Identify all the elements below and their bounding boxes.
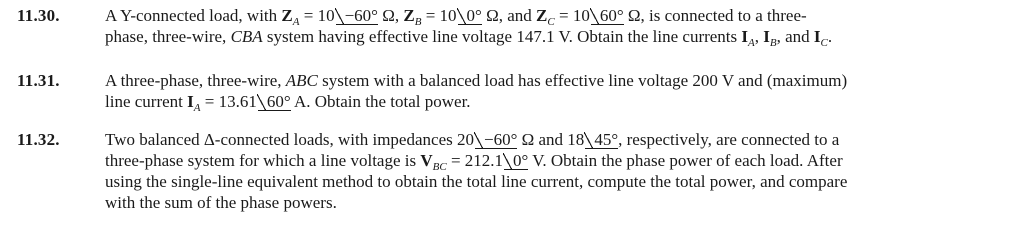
angle: −60° <box>336 8 378 25</box>
sequence: CBA <box>230 27 263 46</box>
text: system having effective line voltage 147.1 V. Obtain the line currents <box>262 27 742 46</box>
subscript: C <box>820 37 828 49</box>
text: three-phase system for which a line voltage is <box>105 151 421 170</box>
value: = 10 <box>299 6 335 25</box>
problem-line <box>105 91 997 112</box>
subscript: C <box>547 16 555 28</box>
angle: −60° <box>475 132 517 149</box>
text: A three-phase, three-wire, <box>105 71 286 90</box>
sequence: ABC <box>285 71 318 90</box>
text: , respectively, are connected to a <box>618 130 840 149</box>
value: = 212.1 <box>446 151 504 170</box>
symbol-z-c: Z <box>536 6 548 25</box>
problem-number: 11.30. <box>17 6 60 25</box>
problem-11-31 <box>0 70 997 112</box>
value: = 10 <box>421 6 457 25</box>
symbol-i-a: I <box>187 92 194 111</box>
text: V. Obtain the phase power of each load. After <box>528 151 843 170</box>
subscript: B <box>769 37 777 49</box>
angle: 60° <box>258 94 291 111</box>
symbol-v-bc: V <box>420 151 433 170</box>
text: . <box>827 27 833 46</box>
text: , <box>754 27 764 46</box>
value: = 10 <box>554 6 590 25</box>
symbol-i-a: I <box>741 27 749 46</box>
text: A Y-connected load, with <box>105 6 282 25</box>
angle: 45° <box>585 132 618 149</box>
angle: 60° <box>591 8 624 25</box>
problem-line <box>105 70 997 91</box>
problem-line <box>105 5 997 26</box>
problem-line <box>105 129 997 150</box>
problem-line <box>105 26 997 47</box>
text: using the single-line equivalent method to obtain the total line current, compute the total power, and compare <box>105 172 848 191</box>
symbol-z-b: Z <box>403 6 415 25</box>
problem-line <box>105 150 997 171</box>
value: = 13.61 <box>200 92 257 111</box>
symbol-i-c: I <box>813 27 821 46</box>
subscript: B <box>414 16 422 28</box>
problem-number: 11.31. <box>17 71 60 90</box>
problem-line <box>105 192 997 213</box>
text: Ω, is connected to a three- <box>623 6 807 25</box>
subscript: A <box>292 16 300 28</box>
problem-11-30 <box>0 5 997 47</box>
symbol-z-a: Z <box>281 6 293 25</box>
text: , and <box>776 27 814 46</box>
subscript: A <box>193 102 201 114</box>
text: phase, three-wire, <box>105 27 231 46</box>
text: Ω and 18 <box>517 130 585 149</box>
text: Two balanced Δ-connected loads, with impedances 20 <box>105 130 474 149</box>
text: with the sum of the phase powers. <box>105 193 337 212</box>
angle: 0° <box>458 8 482 25</box>
text: system with a balanced load has effective line voltage 200 V and (maximum) <box>317 71 848 90</box>
subscript: A <box>748 37 755 49</box>
text: Ω, <box>377 6 404 25</box>
angle: 0° <box>504 153 528 170</box>
text: A. Obtain the total power. <box>290 92 471 111</box>
problem-line <box>105 171 997 192</box>
subscript: BC <box>432 161 447 173</box>
problem-number: 11.32. <box>17 130 60 149</box>
text: Ω, and <box>481 6 537 25</box>
symbol-i-b: I <box>763 27 770 46</box>
problem-11-32 <box>0 129 997 213</box>
text: line current <box>105 92 188 111</box>
